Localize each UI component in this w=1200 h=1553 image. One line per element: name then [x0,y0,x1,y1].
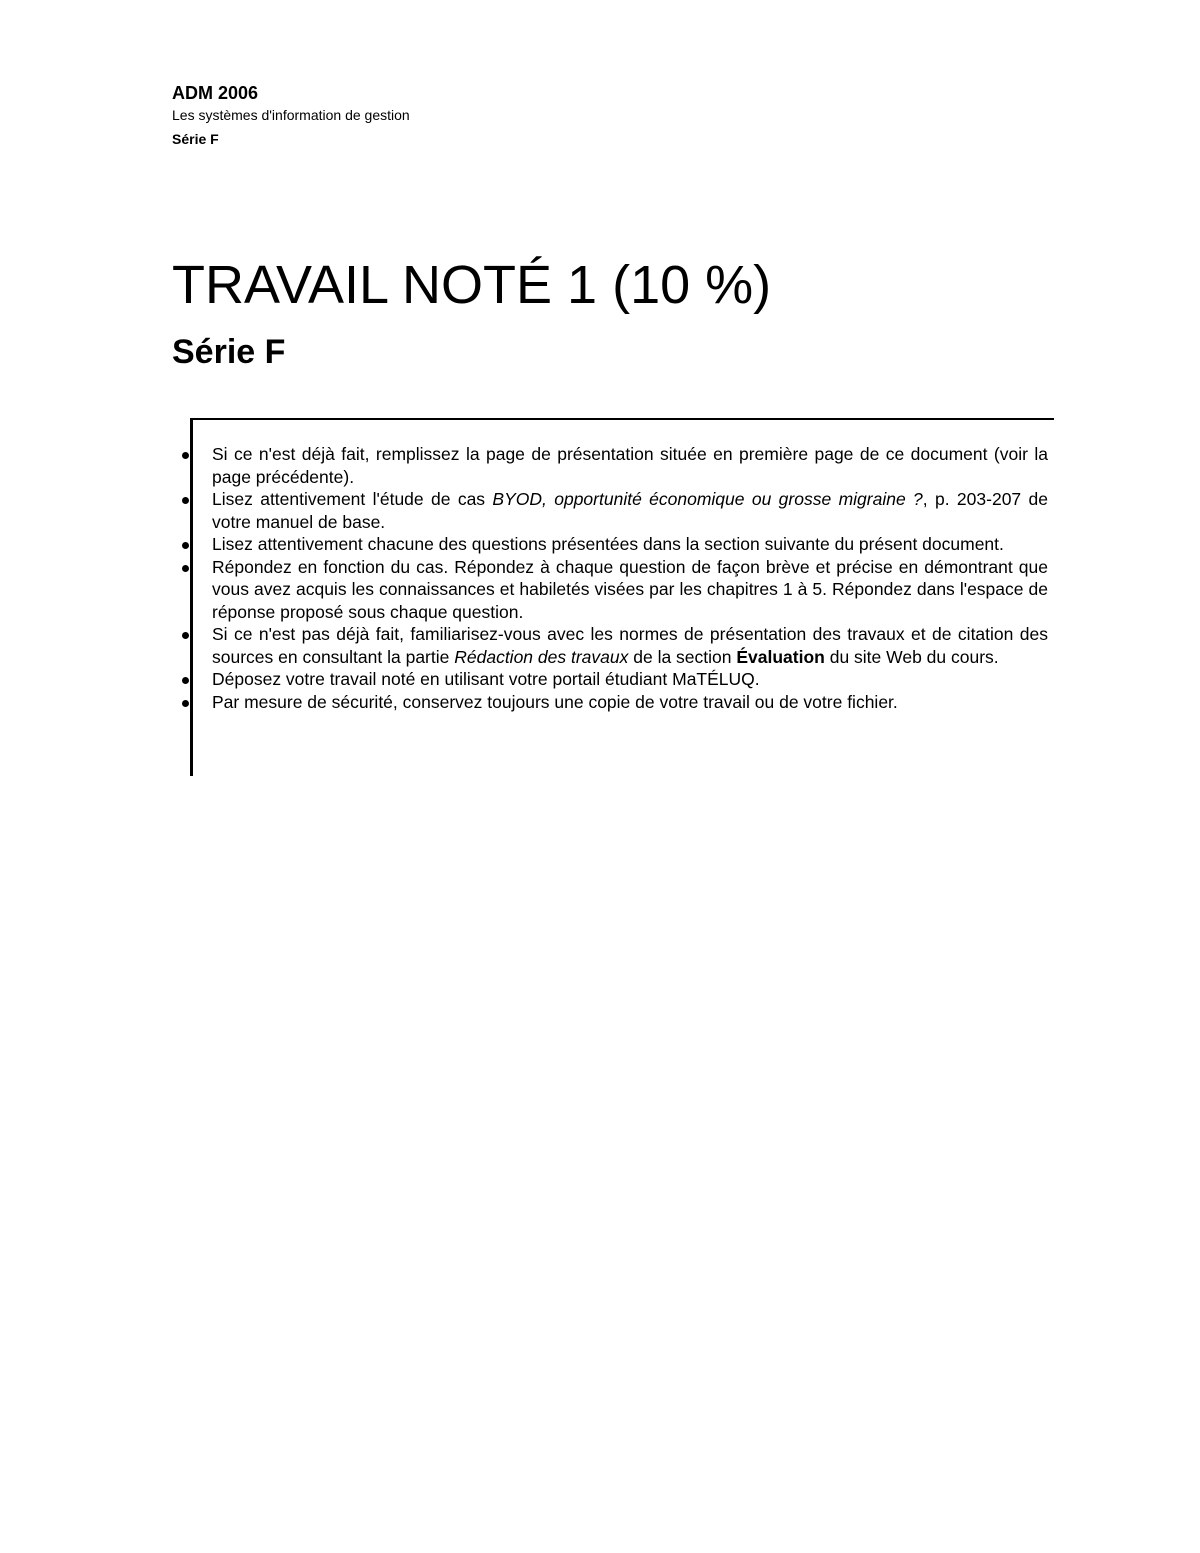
bullet-icon [182,632,189,639]
instruction-item [193,691,1048,714]
instruction-text: Lisez attentivement l'étude de cas [212,489,493,509]
bullet-icon [182,452,189,459]
section-part-name: Rédaction des travaux [454,646,629,667]
instruction-text: de la section [628,646,737,667]
course-name: Les systèmes d'information de gestion [172,107,410,123]
instruction-text: Répondez en fonction du cas. Répondez à chaque question de façon brève et précise en démontrant que vous avez acquis les connaissances et habiletés visées par les chapitres 1 à 5. Répondez dans l'espace de réponse proposé sous chaque question. [212,556,1048,622]
case-study-title: BYOD, opportunité économique ou grosse migraine ? [492,489,923,509]
instruction-item [193,623,1048,668]
instruction-text: Si ce n'est déjà fait, remplissez la page de présentation située en première page de ce document (voir la page précédente). [212,444,1048,487]
instructions-list [193,443,1048,713]
course-code: ADM 2006 [172,83,259,103]
instructions-box [190,418,1054,776]
bullet-icon [182,677,189,684]
bullet-icon [182,542,189,549]
instruction-item [193,443,1048,488]
instruction-text: Si ce n'est pas déjà fait, familiarisez-vous avec les normes de présentation des travaux et de citation des sources en consultant la partie [212,624,1048,667]
instruction-item [193,533,1048,556]
instruction-text: Lisez attentivement chacune des questions présentées dans la section suivante du présent document. [212,534,1004,554]
page-title: TRAVAIL NOTÉ 1 (10 %) [172,255,772,315]
bullet-icon [182,497,189,504]
document-header [172,82,410,150]
instruction-text: du site Web du cours. [824,646,999,667]
instruction-text: , p. 203-207 de votre manuel de base. [212,489,1048,532]
instruction-item [193,488,1048,533]
header-series: Série F [172,131,219,147]
section-name: Évaluation [736,646,825,667]
instruction-item [193,668,1048,691]
page-subtitle: Série F [172,333,286,371]
bullet-icon [182,565,189,572]
instruction-text: Par mesure de sécurité, conservez toujours une copie de votre travail ou de votre fichier. [212,691,898,712]
instruction-item [193,556,1048,624]
bullet-icon [182,700,189,707]
instruction-text: Déposez votre travail noté en utilisant votre portail étudiant MaTÉLUQ. [212,669,760,689]
